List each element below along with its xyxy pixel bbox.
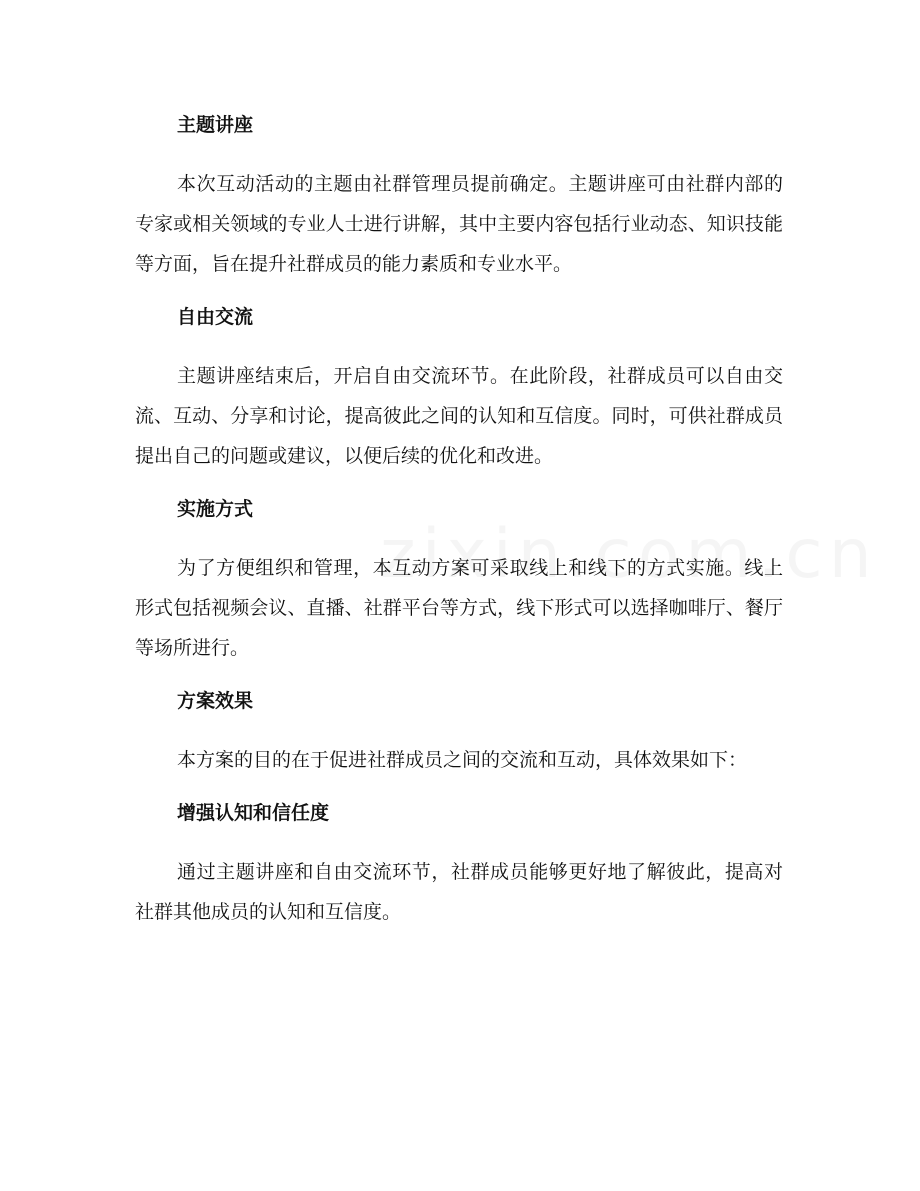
section-heading-lecture: 主题讲座 (177, 114, 254, 136)
section-paragraph-trust: 通过主题讲座和自由交流环节，社群成员能够更好地了解彼此，提高对社群其他成员的认知和互信度。 (135, 861, 783, 923)
document-body (135, 108, 783, 948)
section-paragraph-effects: 本方案的目的在于促进社群成员之间的交流和互动，具体效果如下： (177, 749, 748, 771)
section-paragraph-implementation: 为了方便组织和管理，本互动方案可采取线上和线下的方式实施。线上形式包括视频会议、直播、社群平台等方式，线下形式可以选择咖啡厅、餐厅等场所进行。 (135, 557, 783, 659)
section-paragraph-free-exchange: 主题讲座结束后，开启自由交流环节。在此阶段，社群成员可以自由交流、互动、分享和讨论，提高彼此之间的认知和互信度。同时，可供社群成员提出自己的问题或建议，以便后续的优化和改进。 (135, 365, 783, 467)
section-heading-implementation: 实施方式 (177, 498, 254, 520)
section-heading-effects: 方案效果 (177, 690, 254, 712)
section-heading-trust: 增强认知和信任度 (177, 802, 330, 824)
section-paragraph-lecture: 本次互动活动的主题由社群管理员提前确定。主题讲座可由社群内部的专家或相关领域的专业人士进行讲解，其中主要内容包括行业动态、知识技能等方面，旨在提升社群成员的能力素质和专业水平。 (135, 173, 783, 275)
section-heading-free-exchange: 自由交流 (177, 306, 254, 328)
